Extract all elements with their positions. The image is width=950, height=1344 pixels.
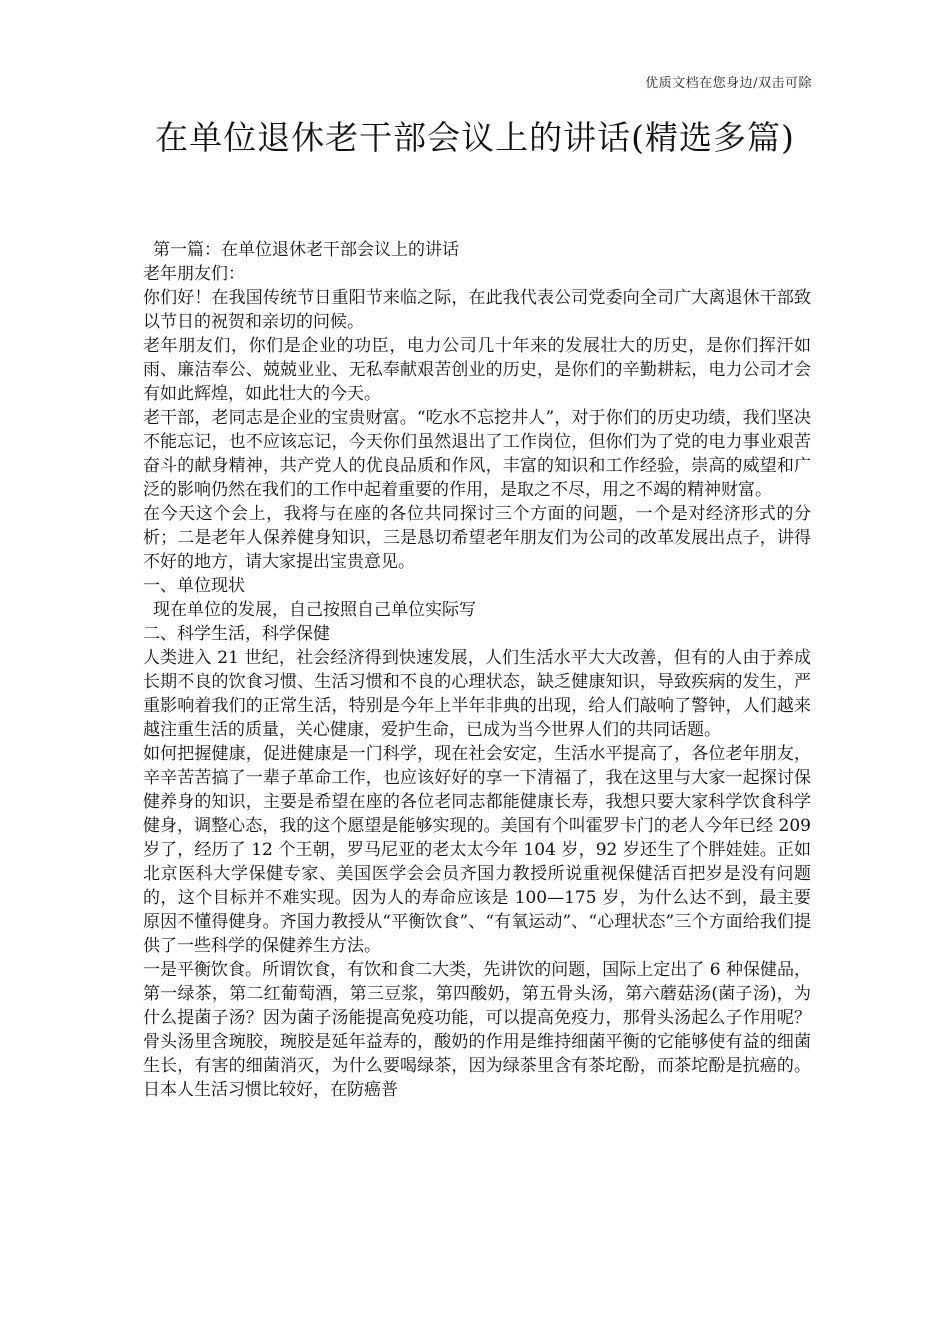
body-paragraph: 一是平衡饮食。所谓饮食，有饮和食二大类，先讲饮的问题，国际上定出了 6 种保健品，第一绿茶，第二红葡萄酒，第三豆浆，第四酸奶，第五骨头汤，第六蘑菇汤(菌子汤)，为什么提菌子汤？因为菌子汤能提高免疫功能，可以提高免疫力，那骨头汤起么子作用呢？骨头汤里含琬胶，琬胶是延年益寿的，酸奶的作用是维持细菌平衡的它能够使有益的细菌生长，有害的细菌消灭，为什么要喝绿茶，因为绿茶里含有茶坨酚，而茶坨酚是抗癌的。日本人生活习惯比较好，在防癌普	[143, 960, 811, 1100]
body-paragraph: 老年朋友们，你们是企业的功臣，电力公司几十年来的发展壮大的历史，是你们挥汗如雨、廉洁奉公、兢兢业业、无私奉献艰苦创业的历史，是你们的辛勤耕耘，电力公司才会有如此辉煌，如此壮大的今天。	[143, 336, 811, 404]
section-heading-part-one: 第一篇：在单位退休老干部会议上的讲话	[153, 240, 459, 260]
header-note: 优质文档在您身边/双击可除	[645, 76, 812, 91]
section-heading-1: 一、单位现状	[143, 576, 245, 596]
section-heading-2: 二、科学生活，科学保健	[143, 624, 330, 644]
document-body	[143, 238, 811, 1102]
salutation: 老年朋友们：	[143, 264, 245, 284]
body-paragraph: 如何把握健康，促进健康是一门科学，现在社会安定，生活水平提高了，各位老年朋友，辛辛苦苦搞了一辈子革命工作，也应该好好的享一下清福了，我在这里与大家一起探讨保健养身的知识，主要是希望在座的各位老同志都能健康长寿，我想只要大家科学饮食科学健身，调整心态，我的这个愿望是能够实现的。美国有个叫霍罗卡门的老人今年已经 209 岁了，经历了 12 个王朝，罗马尼亚的老太太今年 104 岁，92 岁还生了个胖娃娃。正如北京医科大学保健专家、美国医学会会员齐国力教授所说重视保健活百把岁是没有问题的，这个目标并不难实现。因为人的寿命应该是 100—175 岁，为什么达不到，最主要原因不懂得健身。齐国力教授从“平衡饮食”、“有氧运动”、“心理状态”三个方面给我们提供了一些科学的保健养生方法。	[143, 744, 811, 956]
body-paragraph: 人类进入 21 世纪，社会经济得到快速发展，人们生活水平大大改善，但有的人由于养成长期不良的饮食习惯、生活习惯和不良的心理状态，缺乏健康知识，导致疾病的发生，严重影响着我们的正常生活，特别是今年上半年非典的出现，给人们敲响了警钟，人们越来越注重生活的质量，关心健康，爱护生命，已成为当今世界人们的共同话题。	[143, 648, 811, 740]
body-paragraph: 在今天这个会上，我将与在座的各位共同探讨三个方面的问题，一个是对经济形式的分析；二是老年人保养健身知识，三是恳切希望老年朋友们为公司的改革发展出点子，讲得不好的地方，请大家提出宝贵意见。	[143, 504, 811, 572]
body-paragraph: 现在单位的发展，自己按照自己单位实际写	[153, 600, 476, 620]
body-paragraph: 老干部，老同志是企业的宝贵财富。“吃水不忘挖井人”，对于你们的历史功绩，我们坚决不能忘记，也不应该忘记，今天你们虽然退出了工作岗位，但你们为了党的电力事业艰苦奋斗的献身精神，共产党人的优良品质和作风，丰富的知识和工作经验，崇高的威望和广泛的影响仍然在我们的工作中起着重要的作用，是取之不尽，用之不竭的精神财富。	[143, 408, 811, 500]
document-title: 在单位退休老干部会议上的讲话(精选多篇)	[155, 118, 795, 157]
body-paragraph: 你们好！在我国传统节日重阳节来临之际，在此我代表公司党委向全司广大离退休干部致以节日的祝贺和亲切的问候。	[143, 288, 811, 332]
